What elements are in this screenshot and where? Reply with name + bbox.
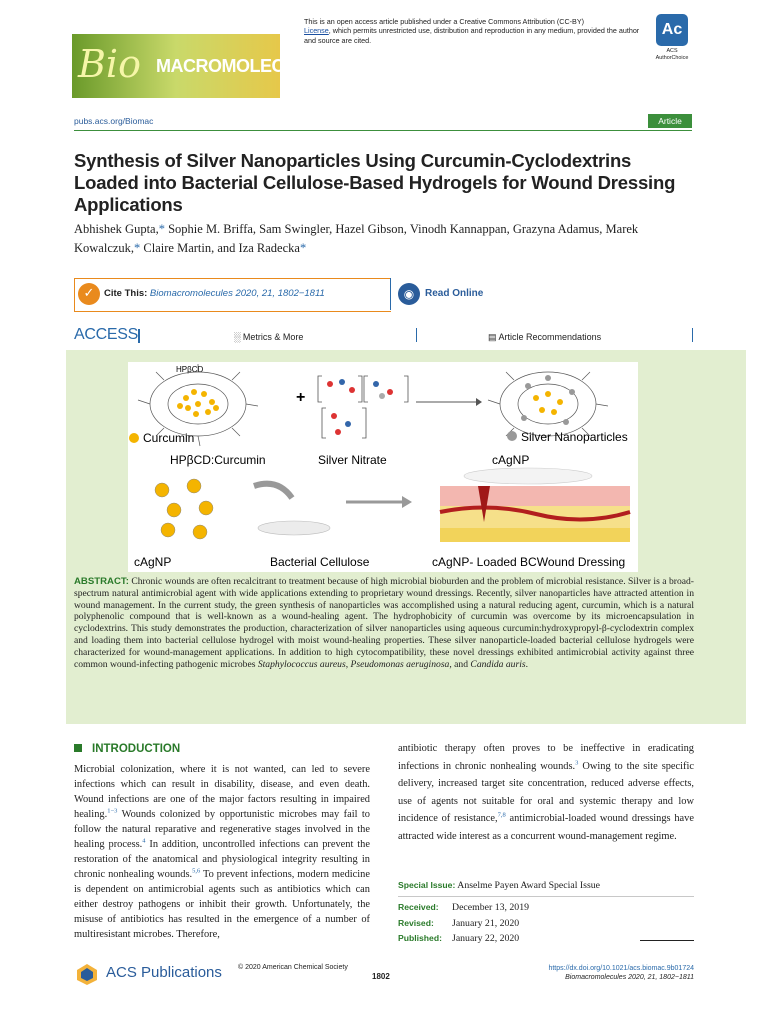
- published-date: January 22, 2020: [452, 933, 520, 944]
- article-type-badge: Article: [648, 114, 692, 128]
- article-dates: Received: December 13, 2019 Revised: January 21, 2020 Published: January 22, 2020: [398, 902, 529, 944]
- bacterial-cellulose-label: Bacterial Cellulose: [270, 555, 370, 569]
- acs-publications-logo[interactable]: ACS Publications: [74, 962, 224, 986]
- footer-citation: Biomacromolecules 2020, 21, 1802−1811: [565, 974, 694, 981]
- wound-dressing-illustration: [440, 468, 630, 542]
- copyright-notice: © 2020 American Chemical Society: [238, 964, 348, 971]
- toc-graphic: [128, 362, 638, 572]
- cagnp-top-label: cAgNP: [492, 453, 530, 467]
- silver-nitrate-label: Silver Nitrate: [318, 453, 387, 467]
- page-number: 1802: [372, 972, 390, 981]
- special-issue: Special Issue: Anselme Payen Award Special Issue: [398, 880, 601, 891]
- globe-icon: ◉: [398, 283, 420, 305]
- article-title: Synthesis of Silver Nanoparticles Using Curcumin-Cyclodextrins Loaded into Bacterial Cellulose-Based Hydrogels for Wound Dressing Applications: [74, 150, 676, 215]
- reaction-arrow-head: [476, 398, 482, 406]
- cagnp-structure: [488, 372, 608, 436]
- bar-chart-icon: ░: [234, 332, 241, 342]
- process-arrow: [254, 484, 292, 498]
- document-icon: ▤: [488, 332, 497, 342]
- cagnp-clusters: [155, 479, 213, 539]
- special-issue-divider: [398, 896, 694, 897]
- section-square-icon: [74, 744, 82, 752]
- reference-link[interactable]: 7,8: [497, 811, 506, 819]
- reference-link[interactable]: 4: [142, 837, 146, 845]
- license-notice: This is an open access article published under a Creative Commons Attribution (CC-BY) License, which permits unrestricted use, distribution and reproduction in any medium, provided the author and source are cited.: [304, 17, 640, 45]
- cite-icon: ✓: [78, 283, 100, 305]
- access-divider: [138, 329, 140, 343]
- received-date: December 13, 2019: [452, 902, 529, 913]
- reference-link[interactable]: 1−3: [107, 807, 118, 815]
- article-recommendations-link[interactable]: ▤ Article Recommendations: [488, 332, 602, 342]
- hpbcd-top-label: HPβCD: [176, 365, 204, 374]
- corresponding-author-mark[interactable]: *: [158, 222, 165, 236]
- acs-authorchoice-caption: ACS AuthorChoice: [655, 48, 689, 61]
- license-link[interactable]: License: [304, 26, 329, 36]
- doi-block: [494, 964, 694, 982]
- cite-this[interactable]: Cite This: Biomacromolecules 2020, 21, 1802−1811: [104, 288, 325, 299]
- acs-hexagon-icon: [74, 962, 100, 986]
- cagnp-bottom-label: cAgNP: [134, 555, 172, 569]
- abstract-text: ABSTRACT: Chronic wounds are often recalcitrant to treatment because of high microbial bioburden and the problem of microbial resistance. Silver is a broad-spectrum natural antimicrobial agent with wide applications extending to proprietary wound dressings. Recently, silver nanoparticles have attracted attention in wound management. In the current study, the green synthesis of nanoparticles was accomplished using a natural reducing agent, curcumin, which is a natural polyphenolic compound that is well-known as a wound-healing agent. The hydrophobicity of curcumin was overcome by its microencapsulation in cyclodextrins. This study demonstrates the production, characterization of silver nanoparticles using aqueous curcumin:hydroxypropyl-β-cyclodextrin complex and loading them into bacterial cellulose hydrogel with moist wound-healing properties. These silver nanoparticle-loaded bacterial cellulose hydrogels were characterized for wound-management applications. In addition to high cytocompatibility, these novel dressings exhibited antimicrobial activity against three common wound-infecting pathogenic microbes Staphylococcus aureus, Pseudomonas aeruginosa, and Candida auris.: [74, 576, 694, 670]
- revised-date: January 21, 2020: [452, 917, 520, 929]
- hpbcd-curcumin-label: HPβCD:Curcumin: [170, 453, 266, 467]
- access-separator: [692, 328, 693, 342]
- header-divider: [74, 130, 692, 131]
- intro-right-column: antibiotic therapy often proves to be ineffective in eradicating infections in chronic nonhealing wounds.$^3$ Owing to the site specific delivery, increased target site concentration, reduced adverse effects, use of agents not suitable for oral and systemic therapy and low incidence of resistance,$^{7,8}$ antimicrobial-loaded wound dressings have attracted wide interest as a concurrent wound-management regime.: [398, 743, 694, 842]
- abstract-label: ABSTRACT:: [74, 576, 129, 587]
- bacterial-cellulose-disc: [258, 521, 330, 535]
- curcumin-legend-dot: [129, 433, 139, 443]
- silver-nitrate-ions: [327, 379, 393, 435]
- loaded-dressing-label: cAgNP- Loaded BCWound Dressing: [432, 555, 626, 569]
- access-separator: [416, 328, 417, 342]
- doi-link[interactable]: https://dx.doi.org/10.1021/acs.biomac.9b01724: [548, 965, 694, 972]
- acs-authorchoice-logo: Ac: [656, 14, 688, 46]
- corresponding-author-mark[interactable]: *: [134, 241, 141, 255]
- process-arrow-head: [402, 496, 412, 508]
- corresponding-author-mark[interactable]: *: [299, 241, 307, 255]
- footnote-rule: [640, 940, 694, 941]
- site-url[interactable]: pubs.acs.org/Biomac: [74, 116, 154, 126]
- toc-graphic-drawing: [128, 362, 638, 572]
- access-label: ACCESS: [74, 326, 138, 343]
- plus-sign: +: [296, 389, 306, 406]
- citation-reference: Biomacromolecules 2020, 21, 1802−1811: [149, 288, 325, 299]
- reference-link[interactable]: 3: [575, 759, 579, 767]
- read-online-link[interactable]: Read Online: [425, 288, 484, 299]
- curcumin-dots: [177, 389, 219, 417]
- reference-link[interactable]: 5,6: [192, 867, 201, 875]
- journal-logo: Bio MACROMOLECULES: [72, 34, 280, 98]
- silver-nanoparticles-label: Silver Nanoparticles: [521, 430, 628, 444]
- cagnp-dots: [521, 375, 575, 425]
- curcumin-label: Curcumin: [143, 431, 195, 445]
- intro-left-column: Microbial colonization, where it is not wanted, can led to severe infections which can result in disability, disease, and even death. Wound infections are one of the major factors resulting in impaired healing.$^{1-3}$ Wounds colonized by opportunistic microbes may fail to follow the natural reparative and regenerative stages involved in the healing process.$^4$ In addition, uncontrolled infections can prevent the restoration of the anatomical and physiological integrity resulting in chronic nonhealing wounds.$^{5,6}$ To prevent infections, modern medicine is dependent on antimicrobial agents such as antibiotics which can either destroy pathogens or inhibit their growth. Unfortunately, the misuse of antibiotics has resulted in the emergence of a number of multiresistant microbes. Therefore,: [74, 764, 370, 940]
- metrics-more-link[interactable]: ░ Metrics & More: [234, 332, 304, 342]
- silver-nanoparticles-legend-dot: [507, 431, 517, 441]
- introduction-heading: INTRODUCTION: [74, 743, 180, 755]
- author-list: Abhishek Gupta,* Sophie M. Briffa, Sam Swingler, Hazel Gibson, Vinodh Kannappan, Grazyna Adamus, Marek Kowalczuk,* Claire Martin, and Iza Radecka*: [74, 222, 639, 255]
